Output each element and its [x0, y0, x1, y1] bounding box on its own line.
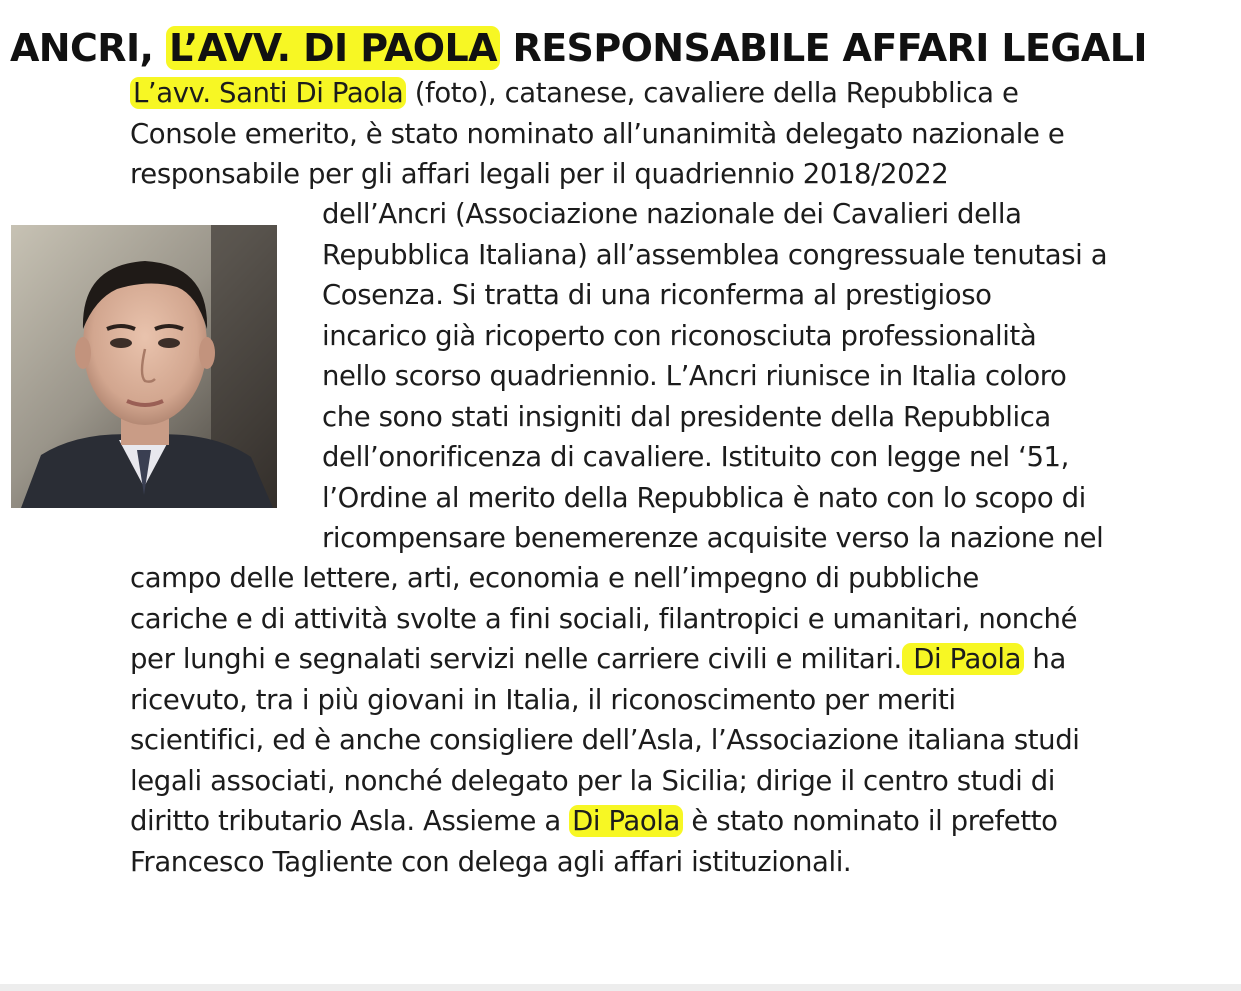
article-line: che sono stati insigniti dal presidente della Repubblica — [322, 400, 1051, 433]
article-line: scientifici, ed è anche consigliere dell’Asla, l’Associazione italiana studi — [130, 724, 1080, 756]
article-line: ricevuto, tra i più giovani in Italia, il riconoscimento per meriti — [130, 683, 956, 716]
name-highlight: Di Paola — [902, 643, 1024, 675]
portrait-icon — [11, 225, 277, 508]
page-bottom-edge — [0, 984, 1241, 991]
article-wrap-block — [322, 194, 1107, 559]
article-line: Repubblica Italiana) all’assemblea congressuale tenutasi a — [322, 238, 1108, 271]
article-line — [130, 639, 1080, 680]
article-line: responsabile per gli affari legali per il quadriennio 2018/2022 — [130, 158, 949, 190]
portrait-photo — [11, 225, 277, 508]
name-highlight: L’avv. Santi Di Paola — [130, 77, 406, 109]
article-line: incarico già ricoperto con riconosciuta professionalità — [322, 319, 1037, 352]
article-line: nello scorso quadriennio. L’Ancri riunisce in Italia coloro — [322, 360, 1067, 392]
article-intro — [130, 73, 1064, 195]
article-line — [130, 73, 1064, 114]
headline-highlight: L’AVV. DI PAOLA — [166, 26, 500, 70]
article-line: ricompensare benemerenze acquisite verso la nazione nel — [322, 522, 1104, 554]
article-line — [130, 801, 1080, 842]
line-text: (foto), catanese, cavaliere della Repubblica e — [406, 77, 1019, 109]
headline-part-1: ANCRI, — [10, 26, 166, 70]
article-line: Francesco Tagliente con delega agli affari istituzionali. — [130, 845, 852, 878]
article-bottom-block — [130, 558, 1080, 882]
article-line: Console emerito, è stato nominato all’unanimità delegato nazionale e — [130, 117, 1065, 150]
line-text: per lunghi e segnalati servizi nelle carriere civili e militari. — [130, 643, 902, 675]
article-line: cariche e di attività svolte a fini sociali, filantropici e umanitari, nonché — [130, 602, 1078, 635]
article-line: campo delle lettere, arti, economia e nell’impegno di pubbliche — [130, 562, 979, 594]
headline — [10, 22, 1235, 74]
article-line: Cosenza. Si tratta di una riconferma al prestigioso — [322, 279, 992, 311]
headline-part-2: RESPONSABILE AFFARI LEGALI — [499, 26, 1147, 70]
article-line: l’Ordine al merito della Repubblica è nato con lo scopo di — [322, 481, 1086, 514]
article-line: dell’onorificenza di cavaliere. Istituito con legge nel ‘51, — [322, 441, 1069, 473]
article-line: legali associati, nonché delegato per la Sicilia; dirige il centro studi di — [130, 764, 1056, 797]
line-text: ha — [1024, 643, 1066, 675]
name-highlight: Di Paola — [569, 805, 683, 837]
line-text: è stato nominato il prefetto — [683, 805, 1058, 837]
article-line: dell’Ancri (Associazione nazionale dei Cavalieri della — [322, 198, 1022, 230]
line-text: diritto tributario Asla. Assieme a — [130, 805, 570, 837]
